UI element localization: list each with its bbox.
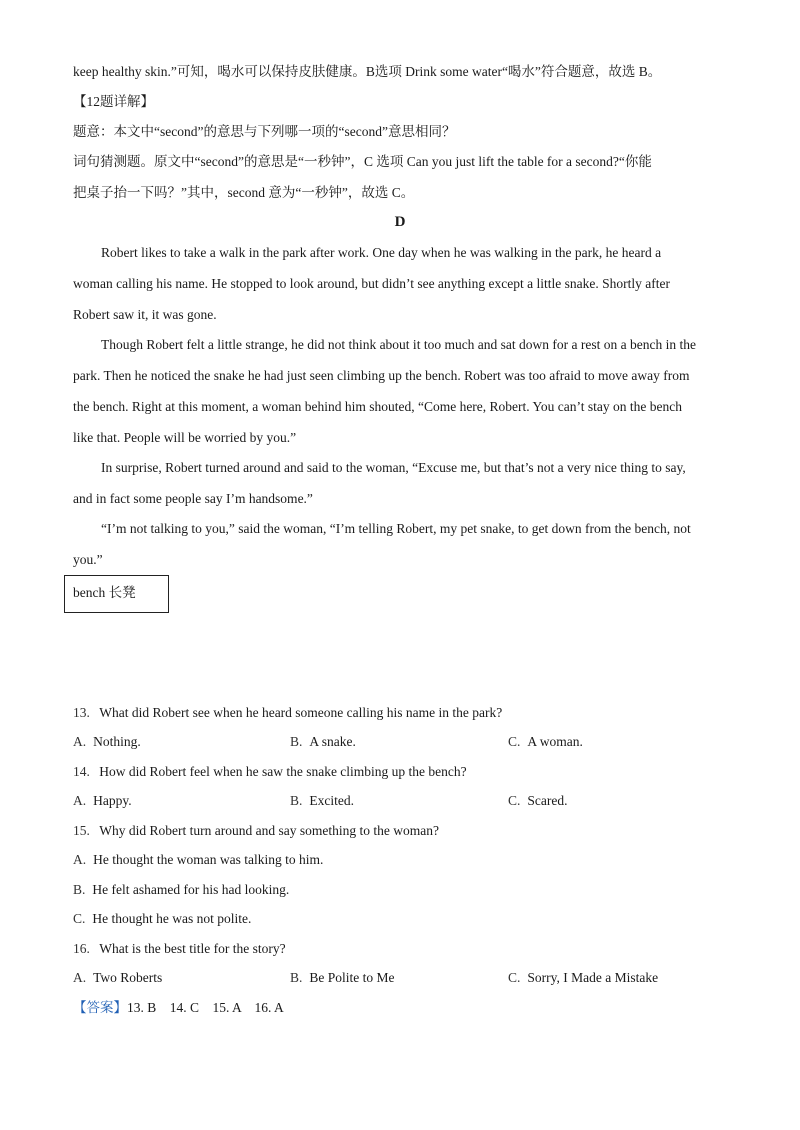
explanation-11-line: keep healthy skin.”可知，喝水可以保持皮肤健康。B选项 Drink some water“喝水”符合题意，故选 B。 — [73, 64, 662, 79]
explanation-12-heading: 【12题详解】 — [73, 94, 154, 109]
question-14 — [73, 763, 467, 781]
answer-tag: 【答案】 — [73, 1000, 127, 1015]
explanation-12-line: 把桌子抬一下吗？”其中，second 意为“一秒钟”，故选 C。 — [73, 185, 415, 200]
question-number: 13. — [73, 705, 90, 720]
option-15b: B. He felt ashamed for his had looking. — [73, 882, 290, 897]
passage-line: park. Then he noticed the snake he had just seen climbing up the bench. Robert was too afraid to move away from — [73, 368, 690, 383]
passage-line: woman calling his name. He stopped to look around, but didn’t see anything except a little snake. Shortly after — [73, 276, 670, 291]
answer-line — [73, 999, 284, 1017]
answer-values: 13. B 14. C 15. A 16. A — [127, 1000, 284, 1015]
question-number: 14. — [73, 764, 90, 779]
option-15c: C. He thought he was not polite. — [73, 911, 252, 926]
passage-line: “I’m not talking to you,” said the woman, “I’m telling Robert, my pet snake, to get down from the bench, not — [101, 521, 691, 536]
passage-line: the bench. Right at this moment, a woman behind him shouted, “Come here, Robert. You can’t stay on the bench — [73, 399, 683, 414]
section-label: D — [394, 214, 406, 230]
question-text: What is the best title for the story? — [99, 941, 286, 956]
option-13b: B. A snake. — [290, 734, 356, 749]
passage-line: you.” — [73, 552, 103, 567]
passage-line: Robert saw it, it was gone. — [73, 307, 217, 322]
vocab-note-box: bench 长凳 — [64, 575, 169, 613]
option-15a: A. He thought the woman was talking to him. — [73, 852, 324, 867]
question-text: Why did Robert turn around and say something to the woman? — [99, 823, 439, 838]
option-14c: C. Scared. — [508, 793, 568, 808]
option-13c: C. A woman. — [508, 734, 583, 749]
explanation-12-line: 题意：本文中“second”的意思与下列哪一项的“second”意思相同？ — [73, 124, 456, 139]
option-13a: A. Nothing. — [73, 734, 141, 749]
question-text: How did Robert feel when he saw the snake climbing up the bench? — [99, 764, 467, 779]
option-16c: C. Sorry, I Made a Mistake — [508, 970, 659, 985]
passage-line: like that. People will be worried by you.” — [73, 430, 297, 445]
passage-line: Robert likes to take a walk in the park after work. One day when he was walking in the park, he heard a — [101, 245, 662, 260]
question-number: 15. — [73, 823, 90, 838]
question-16 — [73, 940, 286, 958]
question-number: 16. — [73, 941, 90, 956]
question-text: What did Robert see when he heard someone calling his name in the park? — [99, 705, 503, 720]
explanation-12-line: 词句猜测题。原文中“second”的意思是“一秒钟”，C 选项 Can you just lift the table for a second?“你能 — [73, 154, 652, 169]
question-13 — [73, 704, 502, 722]
option-14a: A. Happy. — [73, 793, 132, 808]
passage-line: In surprise, Robert turned around and said to the woman, “Excuse me, but that’s not a very nice thing to say, — [101, 460, 686, 475]
option-16b: B. Be Polite to Me — [290, 970, 395, 985]
option-16a: A. Two Roberts — [73, 970, 163, 985]
passage-line: Though Robert felt a little strange, he did not think about it too much and sat down for a rest on a bench in the — [101, 337, 696, 352]
option-14b: B. Excited. — [290, 793, 354, 808]
passage-line: and in fact some people say I’m handsome.” — [73, 491, 313, 506]
question-15 — [73, 822, 439, 840]
